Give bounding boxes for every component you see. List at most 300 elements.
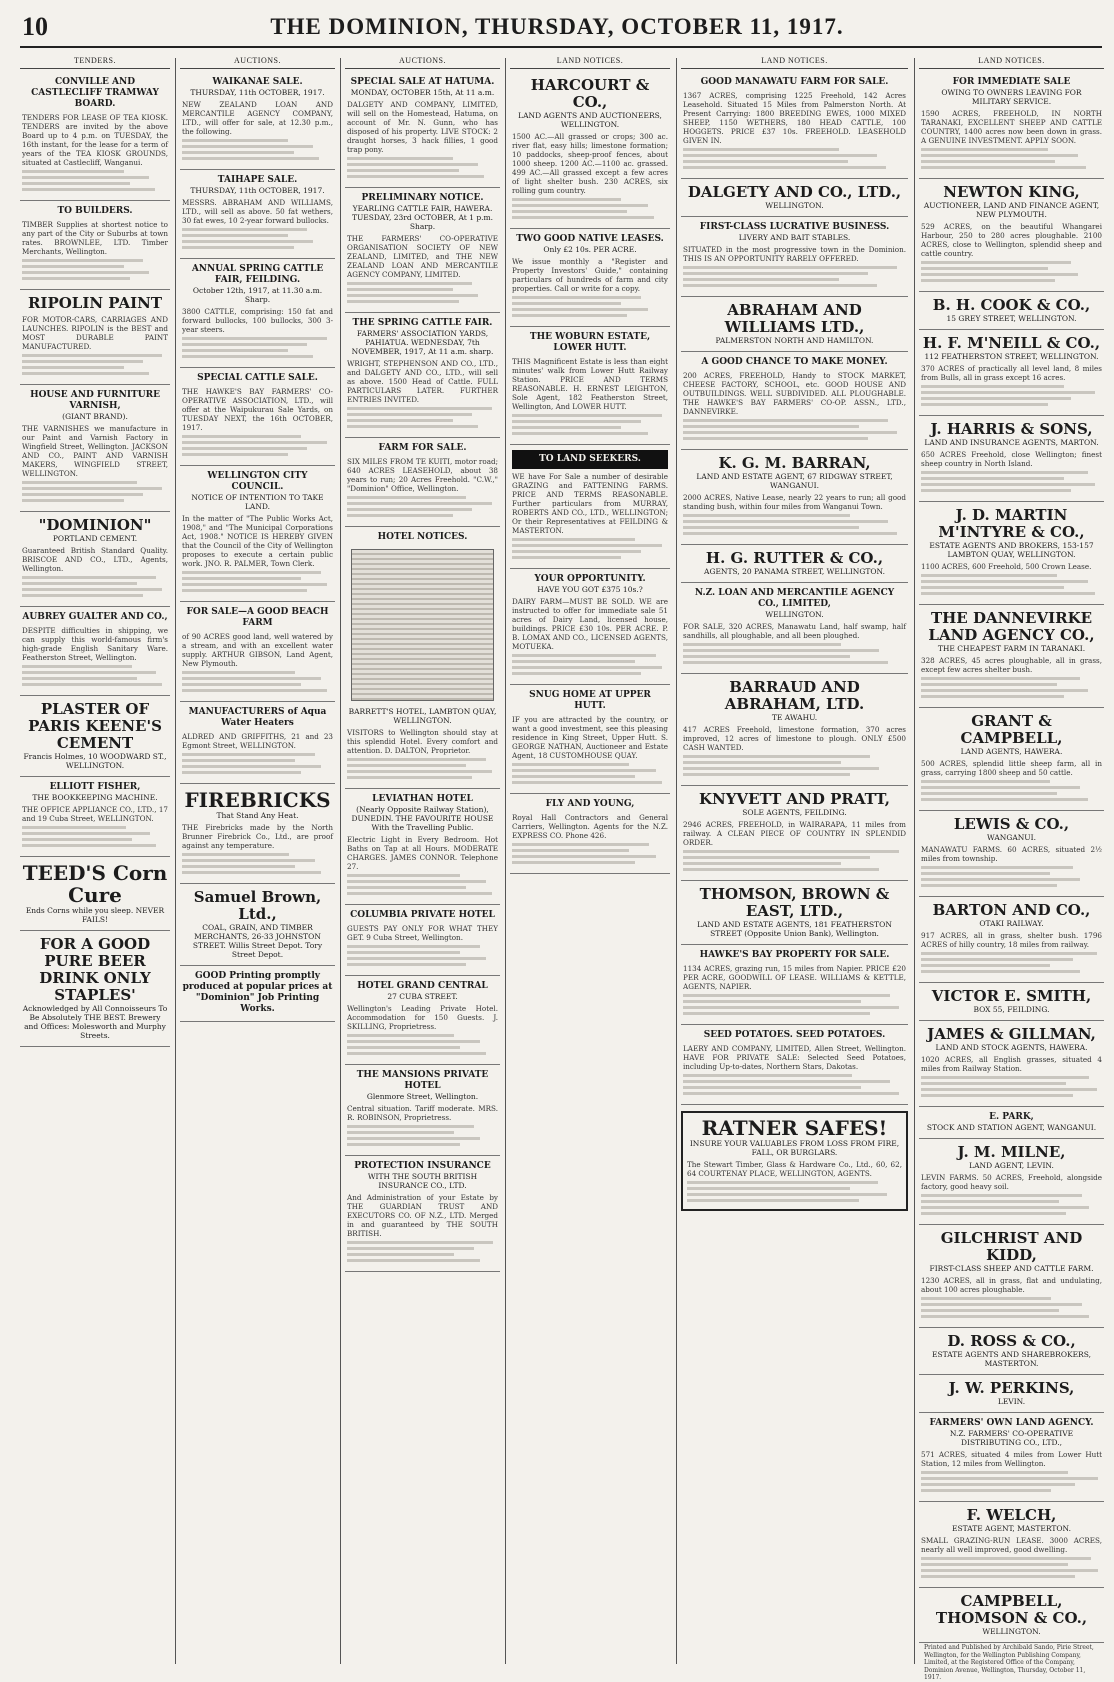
fine-print [347,874,498,895]
advertisement [345,440,500,527]
ad-subheading: WELLINGTON. [765,610,824,619]
ad-heading: K. G. M. BARRAN, [718,454,871,472]
advertisement [345,1158,500,1272]
ad-subheading: LAND AND INSURANCE AGENTS, MARTON. [924,438,1099,447]
ad-body: 650 ACRES Freehold, close Wellington; finest sheep country in North Island. [921,450,1102,468]
fine-print [22,576,168,597]
ad-heading: B. H. COOK & CO., [932,296,1091,314]
ad-heading: TEED'S Corn Cure [22,861,168,907]
column-heading: LAND NOTICES. [919,56,1104,69]
advertisement [919,1330,1104,1375]
fine-print [347,945,498,966]
ad-heading: HOTEL NOTICES. [377,532,468,542]
ad-heading: GILCHRIST AND KIDD, [940,1229,1083,1264]
advertisement [919,181,1104,292]
ad-heading: CONVILLE AND CASTLECLIFF TRAMWAY BOARD. [31,77,159,109]
advertisement [20,292,170,385]
ad-heading: GOOD Printing promptly produced at popular prices at "Dominion" Job Printing Works. [182,971,333,1014]
advertisement [919,1141,1104,1225]
ad-subheading: WELLINGTON. [982,1627,1041,1636]
advertisement [180,704,335,784]
advertisement [919,899,1104,983]
ad-body: 1367 ACRES, comprising 1225 Freehold, 142 Acres Leasehold. Situated 15 Miles from Palmerston North. At Present Carrying: 1800 BREEDING EWES, 1000 MIXED SHEEP, 1150 WETHERS, 180 HEAD CATTLE, 100 HOGGETS. PRICE £37 10s. FREEHOLD. LEASEHOLD GIVEN IN. [683,91,906,145]
ad-heading: FLY AND YOUNG, [545,799,635,809]
ad-heading: KNYVETT AND PRATT, [698,790,891,808]
advertisement [919,813,1104,897]
ad-body: 370 ACRES of practically all level land, 8 miles from Bulls, all in grass except 16 acres. [921,364,1102,382]
ad-heading: HOTEL GRAND CENTRAL [357,981,488,991]
fine-print [347,1034,498,1055]
ad-subheading: 112 FEATHERSTON STREET, WELLINGTON. [924,352,1099,361]
ad-subheading: PALMERSTON NORTH AND HAMILTON. [715,336,874,345]
ad-subheading: ESTATE AGENTS AND SHAREBROKERS, MASTERTON. [932,1350,1091,1368]
ad-heading: THE SPRING CATTLE FAIR. [352,318,493,328]
ad-heading: SEED POTATOES. SEED POTATOES. [703,1030,886,1040]
ad-body: THE HAWKE'S BAY FARMERS' CO-OPERATIVE ASSOCIATION, LTD., will offer at the Waipukurau Sale Yards, on TUESDAY NEXT, the 16th OCTOBER, 1917. [182,387,333,432]
ad-heading: VICTOR E. SMITH, [931,987,1092,1005]
ad-subheading: LAND AGENTS AND AUCTIONEERS, WELLINGTON. [518,111,662,129]
fine-print [683,755,906,776]
ad-body: FOR SALE, 320 ACRES, Manawatu Land, half swamp, half sandhills, all ploughable, and all been ploughed. [683,622,906,640]
ad-body: FOR MOTOR-CARS, CARRIAGES AND LAUNCHES. RIPOLIN is the BEST and MOST DURABLE PAINT MANUFACTURED. [22,315,168,351]
ad-heading: ELLIOTT FISHER, [49,782,141,792]
advertisement [510,796,670,874]
advertisement [345,791,500,905]
column-heading: AUCTIONS. [180,56,335,69]
fine-print [921,1297,1102,1318]
ad-subheading: FIRST-CLASS SHEEP AND CATTLE FARM. [929,1264,1094,1273]
ad-heading: HOUSE AND FURNITURE VARNISH, [30,390,160,411]
hotel-illustration [351,549,494,701]
fine-print [347,1125,498,1146]
advertisement [20,698,170,777]
ad-heading: GRANT & CAMPBELL, [960,712,1063,747]
ad-body: IF you are attracted by the country, or want a good investment, see this pleasing residence in King Street, Upper Hutt. S. GEORGE NATHAN, Auctioneer and Estate Agent, 18 CUSTOMHOUSE QUAY. [512,715,668,760]
ad-heading: J. HARRIS & SONS, [930,420,1093,438]
column-auctions-2 [345,56,500,1666]
fine-print [182,753,333,774]
ad-heading: RIPOLIN PAINT [27,294,163,312]
ad-heading: ABRAHAM AND WILLIAMS LTD., [724,301,865,336]
fine-print [347,407,498,428]
ad-body: THE OFFICE APPLIANCE CO., LTD., 17 and 19 Cuba Street, WELLINGTON. [22,805,168,823]
advertisement [180,74,335,170]
ad-subheading: AUCTIONEER, LAND AND FINANCE AGENT, NEW PLYMOUTH. [923,201,1100,219]
advertisement [20,387,170,512]
fine-print [182,671,333,692]
ad-heading: GOOD MANAWATU FARM FOR SALE. [700,77,889,87]
ad-subheading: October 12th, 1917, at 11.30 a.m. Sharp. [192,286,323,304]
fine-print [512,654,668,675]
advertisement [345,1067,500,1156]
advertisement [919,1023,1104,1107]
ad-heading: FIRST-CLASS LUCRATIVE BUSINESS. [699,222,890,232]
ad-body: WRIGHT, STEPHENSON AND CO., LTD., and DALGETY AND CO., LTD., will sell as above. 1500 Head of Cattle. FULL PARTICULARS LATER. FURTHER ENTRIES INVITED. [347,359,498,404]
ad-heading: FOR A GOOD PURE BEER DRINK ONLY STAPLES' [39,935,151,1004]
advertisement [681,181,908,217]
ad-body: THE VARNISHES we manufacture in our Paint and Varnish Factory in Wingfield Street, Wellington. JACKSON AND CO., PAINT AND VARNISH MAKERS, WINGFIELD STREET, WELLINGTON. [22,424,168,478]
advertisement [180,172,335,259]
ad-subheading: YEARLING CATTLE FAIR, HAWERA. TUESDAY, 23rd OCTOBER, At 1 p.m. Sharp. [351,204,494,231]
ad-body: 2000 ACRES, Native Lease, nearly 22 years to run; all good standing bush, within four miles from Wanganui Town. [683,493,906,511]
ad-body: 917 ACRES, all in grass, shelter bush. 1796 ACRES of hilly country, 18 miles from railway. [921,931,1102,949]
ad-body: 571 ACRES, situated 4 miles from Lower Hutt Station, 12 miles from Wellington. [921,1450,1102,1468]
advertisement [180,968,335,1022]
advertisement [919,710,1104,811]
ad-heading: SNUG HOME AT UPPER HUTT. [529,690,651,711]
ad-subheading: INSURE YOUR VALUABLES FROM LOSS FROM FIRE, FALL, OR BURGLARS. [689,1139,900,1157]
fine-print [182,571,333,592]
ad-subheading: THURSDAY, 11th OCTOBER, 1917. [190,186,325,195]
fine-print [683,1074,906,1095]
ad-body: And Administration of your Estate by THE GUARDIAN TRUST AND EXECUTORS CO. OF N.Z., LTD. Merged in and guaranteed by THE SOUTH BRITISH. [347,1193,498,1238]
column-heading: LAND NOTICES. [681,56,908,69]
fine-print [22,170,168,191]
ad-subheading: HAVE YOU GOT £375 10s.? [537,585,643,594]
ad-subheading: LAND AGENT, LEVIN. [969,1161,1054,1170]
fine-print [22,665,168,686]
ad-heading: FIREBRICKS [184,788,331,812]
ad-subheading: ESTATE AGENTS AND BROKERS, 153-157 LAMBTON QUAY, WELLINGTON. [929,541,1094,559]
advertisement [681,547,908,583]
column-heading: LAND NOTICES. [510,56,670,69]
ad-heading: J. M. MILNE, [957,1143,1066,1161]
advertisement [681,1027,908,1105]
ad-body: THE Firebricks made by the North Brunner Firebrick Co., Ltd., are proof against any temperature. [182,823,333,850]
ad-subheading: LAND AGENTS, HAWERA. [960,747,1063,756]
advertisement [510,74,670,229]
advertisement [20,514,170,607]
ad-subheading: ESTATE AGENT, MASTERTON. [951,1524,1072,1533]
ad-heading: D. ROSS & CO., [947,1332,1076,1350]
fine-print [921,385,1102,406]
ad-subheading: MONDAY, OCTOBER 15th, At 11 a.m. [350,88,495,97]
ad-body: SIX MILES FROM TE KUITI, motor road; 640 ACRES LEASEHOLD, about 38 years to run; 20 Acres Freehold. "C.W.," "Dominion" Office, Wellington. [347,457,498,493]
advertisement [919,985,1104,1021]
ad-body: TIMBER Supplies at shortest notice to any part of the City or Suburbs at town rates. BROWNLEE, LTD. Timber Merchants, Wellington. [22,220,168,256]
fine-print [347,758,498,779]
ad-heading: FOR SALE—A GOOD BEACH FARM [186,607,329,628]
advertisement [919,294,1104,330]
ad-heading: COLUMBIA PRIVATE HOTEL [350,910,495,920]
ad-heading: AUBREY GUALTER AND CO., [22,612,168,622]
fine-print [512,763,668,784]
ad-heading: CAMPBELL, THOMSON & CO., [935,1592,1088,1627]
ad-subheading: BARRETT'S HOTEL, LAMBTON QUAY, WELLINGTON. [348,707,497,725]
advertisement [919,1590,1104,1643]
ad-body: The Stewart Timber, Glass & Hardware Co., Ltd., 60, 62, 64 COURTENAY PLACE, WELLINGTON, AGENTS. [687,1160,902,1178]
ad-body: 1500 AC.—All grassed or crops; 300 ac. river flat, easy hills; limestone formation; 10 paddocks, sheep-proof fences, about 1000 sheep. 1200 AC.—1100 ac. grassed. 499 AC.—All grassed except a few acres of light shelter bush. 230 ACRES, six rolling gum country. [512,132,668,195]
advertisement [20,203,170,290]
advertisement [681,585,908,674]
fine-print [182,337,333,358]
advertisement [20,933,170,1047]
ad-heading: THE DANNEVIRKE LAND AGENCY CO., [928,609,1095,644]
ad-subheading: COAL, GRAIN, AND TIMBER MERCHANTS, 26-33 JOHNSTON STREET. Willis Street Depot. Tory Street Depot. [192,923,323,959]
ad-heading: TAIHAPE SALE. [217,175,298,185]
fine-print [921,1471,1102,1492]
ad-body: 417 ACRES Freehold, limestone formation, 370 acres improved, 12 acres of limestone to plough. ONLY £500 CASH WANTED. [683,725,906,752]
advertisement [919,332,1104,416]
ad-body: 2946 ACRES, FREEHOLD, in WAIRARAPA, 11 miles from railway. A CLEAN PIECE OF COUNTRY IN SPLENDID ORDER. [683,820,906,847]
advertisement [919,1377,1104,1413]
advertisement [681,676,908,786]
ad-body: Central situation. Tariff moderate. MRS. R. ROBINSON, Proprietress. [347,1104,498,1122]
ad-body: Guaranteed British Standard Quality. BRISCOE AND CO., LTD., Agents, Wellington. [22,546,168,573]
fine-print [182,435,333,456]
ad-subheading: Ends Corns while you sleep. NEVER FAILS! [25,906,165,924]
ad-heading: FOR IMMEDIATE SALE [952,77,1071,87]
fine-print [921,952,1102,973]
ad-subheading: WANGANUI. [987,833,1036,842]
ad-subheading: WELLINGTON. [765,201,824,210]
column-auctions-1 [180,56,335,1666]
ad-body: MANAWATU FARMS. 60 ACRES, situated 2½ miles from township. [921,845,1102,863]
ad-subheading: Glenmore Street, Wellington. [366,1092,479,1101]
ad-heading: J. W. PERKINS, [948,1379,1075,1397]
ad-heading: NEWTON KING, [943,183,1080,201]
advertisement [345,315,500,438]
advertisement [345,529,500,789]
fine-print [921,1194,1102,1215]
ad-heading: THE WOBURN ESTATE, LOWER HUTT. [529,332,651,353]
ad-heading: BARTON AND CO., [932,901,1091,919]
fine-print [182,139,333,160]
ad-heading: SPECIAL SALE AT HATUMA. [350,77,495,87]
ad-subheading: SOLE AGENTS, FEILDING. [742,808,847,817]
fine-print [921,780,1102,801]
ad-body: 1100 ACRES, 600 Freehold, 500 Crown Lease. [921,562,1092,571]
advertisement [510,329,670,445]
advertisement [20,609,170,696]
ad-heading: H. G. RUTTER & CO., [705,549,884,567]
column-divider [340,58,341,1664]
advertisement [681,883,908,945]
advertisement [919,607,1104,708]
ad-subheading: 15 GREY STREET, WELLINGTON. [946,314,1077,323]
ad-heading: F. WELCH, [966,1506,1057,1524]
advertisement [510,231,670,327]
ad-heading: PLASTER OF PARIS KEENE'S CEMENT [28,700,162,752]
fine-print [512,843,668,864]
advertisement [180,886,335,966]
ad-heading: "DOMINION" [38,516,152,534]
ad-body: In the matter of "The Public Works Act, 1908," and "The Municipal Corporations Act, 1908." NOTICE IS HEREBY GIVEN that the Council of the City of Wellington proposes to execute a certain public work. JNO. R. PALMER, Town Clerk. [182,514,333,568]
ad-body: Electric Light in Every Bedroom. Hot Baths on Tap at all Hours. MODERATE CHARGES. JAMES CONNOR. Telephone 27. [347,835,498,871]
ad-body: DAIRY FARM—MUST BE SOLD. WE are instructed to offer for immediate sale 51 acres of Dairy Land, licensed house, buildings. PRICE £30 10s. PER ACRE. P. B. LOMAX AND CO., LICENSED AGENTS, MOTUEKA. [512,597,668,651]
fine-print [921,148,1102,169]
ad-heading: J. D. MARTIN M'INTYRE & CO., [938,506,1085,541]
ad-subheading: STOCK AND STATION AGENT, WANGANUI. [926,1123,1097,1132]
advertisement [681,74,908,179]
column-land-3 [919,56,1104,1636]
ad-subheading: N.Z. FARMERS' CO-OPERATIVE DISTRIBUTING CO., LTD., [949,1429,1074,1447]
fine-print [683,419,906,440]
ad-body: ALDRED AND GRIFFITHS, 21 and 23 Egmont Street, WELLINGTON. [182,732,333,750]
fine-print [683,514,906,535]
advertisement [919,74,1104,179]
ad-body: SMALL GRAZING-RUN LEASE. 3000 ACRES, nearly all well improved, good dwelling. [921,1536,1102,1554]
ad-heading: BARRAUD AND ABRAHAM, LTD. [724,678,865,713]
fine-print [347,1241,498,1262]
ad-subheading: OTAKI RAILWAY. [979,919,1044,928]
ad-subheading: WITH THE SOUTH BRITISH INSURANCE CO., LTD. [367,1172,478,1190]
fine-print [347,496,498,517]
ad-subheading: FARMERS' ASSOCIATION YARDS, PAHIATUA. WEDNESDAY, 7th NOVEMBER, 1917, At 11 a.m. sharp. [351,329,494,356]
advertisement [919,504,1104,605]
ad-body: 1020 ACRES, all English grasses, situated 4 miles from Railway Station. [921,1055,1102,1073]
ad-body: SITUATED in the most progressive town in the Dominion. THIS IS AN OPPORTUNITY RARELY OFFERED. [683,245,906,263]
ad-heading: N.Z. LOAN AND MERCANTILE AGENCY CO., LIMITED, [694,588,895,609]
ad-subheading: Only £2 10s. PER ACRE. [543,245,637,254]
fine-print [22,354,168,375]
ad-body: 1134 ACRES, grazing run, 15 miles from Napier. PRICE £20 PER ACRE, GOODWILL OF LEASE. WILLIAMS & KETTLE, AGENTS, NAPIER. [683,964,906,991]
advertisement [919,1109,1104,1139]
ad-subheading: LAND AND ESTATE AGENT, 67 RIDGWAY STREET, WANGANUI. [696,472,893,490]
ad-subheading: AGENTS, 20 PANAMA STREET, WELLINGTON. [704,567,885,576]
fine-print [512,296,668,317]
advertisement [180,261,335,368]
ad-body: VISITORS to Wellington should stay at this splendid Hotel. Every comfort and attention. D. DALTON, Proprietor. [347,728,498,755]
fine-print [182,228,333,249]
ad-subheading: TE AWAHU. [771,713,818,722]
fine-print [683,850,906,871]
ad-heading: TO BUILDERS. [57,206,133,216]
advertisement [345,190,500,313]
ad-body: 3800 CATTLE, comprising: 150 fat and forward bullocks, 100 bullocks, 300 3-year steers. [182,307,333,334]
ad-body: 529 ACRES, on the beautiful Whangarei Harbour, 250 to 280 acres ploughable. 2100 ACRES, close to Wellington, splendid sheep and cattle country. [921,222,1102,258]
ad-subheading: LAND AND ESTATE AGENTS, 181 FEATHERSTON STREET (Opposite Union Bank), Wellington. [697,920,892,938]
advertisement [681,354,908,450]
advertisement [681,1111,908,1211]
ad-subheading: (GIANT BRAND). [62,412,128,421]
ad-heading: SPECIAL CATTLE SALE. [197,373,318,383]
ad-subheading: BOX 55, FEILDING. [973,1005,1050,1014]
fine-print [683,148,906,169]
ad-body: THIS Magnificent Estate is less than eight minutes' walk from Lower Hutt Railway Station. PRICE AND TERMS REASONABLE. H. ERNEST LEIGHTON, Sole Agent, 182 Featherston Street, Wellington, And LOWER HUTT. [512,357,668,411]
fine-print [921,1557,1102,1578]
page-title: THE DOMINION, THURSDAY, OCTOBER 11, 1917. [270,14,844,39]
advertisement [180,370,335,466]
fine-print [347,282,498,303]
column-heading: TENDERS. [20,56,170,69]
column-land-1 [510,56,670,1666]
advertisement [681,788,908,881]
ad-subheading: LEVIN. [997,1397,1026,1406]
ad-heading: A GOOD CHANCE TO MAKE MONEY. [701,357,888,367]
ad-heading: PROTECTION INSURANCE [354,1161,491,1171]
ad-heading: HAWKE'S BAY PROPERTY FOR SALE. [699,950,890,960]
ad-subheading: NOTICE OF INTENTION TO TAKE LAND. [191,493,324,511]
ad-body: Wellington's Leading Private Hotel. Accommodation for 150 Guests. J. SKILLING, Proprietress. [347,1004,498,1031]
masthead [0,0,1114,52]
ad-body: 200 ACRES, FREEHOLD, Handy to STOCK MARKET, CHEESE FACTORY, SCHOOL, etc. GOOD HOUSE AND OUTBUILDINGS. WELL SUBDIVIDED. ALL PLOUGHABLE. THE HAWKE'S BAY FARMERS' CO-OP. ASSN., LTD., DANNEVIRKE. [683,371,906,416]
ad-heading: THOMSON, BROWN & EAST, LTD., [699,885,890,920]
advertisement [345,74,500,188]
fine-print [182,853,333,874]
ad-body: 1590 ACRES, FREEHOLD, IN NORTH TARANAKI, EXCELLENT SHEEP AND CATTLE COUNTRY, 1400 acres now been down in grass. A GENUINE INVESTMENT. APPLY SOON. [921,109,1102,145]
ad-heading: TWO GOOD NATIVE LEASES. [516,234,664,244]
publisher-imprint: Printed and Published by Archibald Sando, Pirie Street, Wellington, for the Wellington Publishing Company, Limited, at the Registered Office of the Company, Dominion Avenue, Wellington, Thursday, October 11, 1917. [924,1644,1094,1681]
advertisement [20,779,170,857]
ad-heading: E. PARK, [989,1112,1034,1122]
ad-body: 500 ACRES, splendid little sheep farm, all in grass, carrying 1800 sheep and 50 cattle. [921,759,1102,777]
advertisement [510,447,670,569]
ad-heading: THE MANSIONS PRIVATE HOTEL [356,1070,489,1091]
fine-print [683,266,906,287]
fine-print [921,677,1102,698]
ad-subheading: OWING TO OWNERS LEAVING FOR MILITARY SERVICE. [941,88,1082,106]
advertisement [345,978,500,1065]
ad-body: We issue monthly a "Register and Property Investors' Guide," containing particulars of hundreds of farm and city properties. Call or write for a copy. [512,257,668,293]
ad-heading: MANUFACTURERS of Aqua Water Heaters [188,707,327,728]
ad-subheading: Francis Holmes, 10 WOODWARD ST., WELLINGTON. [23,752,167,770]
ad-heading: H. F. M'NEILL & CO., [922,334,1101,352]
advertisement [180,786,335,884]
fine-print [921,471,1102,492]
ad-body: WE have For Sale a number of desirable GRAZING and FATTENING FARMS. PRICE AND TERMS REASONABLE. Further particulars from MURRAY, ROBERTS AND CO., LTD., WELLINGTON; Or their Representatives at FEILDING & MASTERTON. [512,472,668,535]
column-heading: AUCTIONS. [345,56,500,69]
page-number: 10 [22,12,48,41]
column-land-2 [681,56,908,1666]
ad-heading: YOUR OPPORTUNITY. [534,574,646,584]
ad-body: THE FARMERS' CO-OPERATIVE ORGANISATION SOCIETY OF NEW ZEALAND, LIMITED, and THE NEW ZEALAND LOAN AND MERCANTILE AGENCY COMPANY, LIMITED. [347,234,498,279]
column-divider [676,58,677,1664]
ad-heading: WAIKANAE SALE. [212,77,303,87]
advertisement [919,1227,1104,1328]
ad-heading: LEWIS & CO., [953,815,1070,833]
fine-print [683,994,906,1015]
ad-heading: PRELIMINARY NOTICE. [361,193,484,203]
ad-heading: FARMERS' OWN LAND AGENCY. [929,1418,1094,1428]
advertisement [20,859,170,931]
ad-heading: TO LAND SEEKERS. [512,450,668,469]
column-divider [505,58,506,1664]
advertisement [510,687,670,794]
advertisement [919,418,1104,502]
fine-print [22,259,168,280]
column-tenders [20,56,170,1666]
ad-subheading: 27 CUBA STREET. [387,992,458,1001]
fine-print [22,481,168,502]
ad-subheading: LIVERY AND BAIT STABLES. [738,233,851,242]
ad-subheading: (Nearly Opposite Railway Station), DUNEDIN. THE FAVOURITE HOUSE With the Travelling Public. [351,805,494,832]
fine-print [347,157,498,178]
advertisement [681,299,908,352]
ad-subheading: Acknowledged by All Connoisseurs To Be Absolutely THE BEST. Brewery and Offices: Molesworth and Murphy Streets. [22,1004,168,1040]
ad-body: 1230 ACRES, all in grass, flat and undulating, about 100 acres ploughable. [921,1276,1102,1294]
fine-print [921,866,1102,887]
ad-body: 328 ACRES, 45 acres ploughable, all in grass, except few acres shelter bush. [921,656,1102,674]
fine-print [683,643,906,664]
ad-subheading: THURSDAY, 11th OCTOBER, 1917. [190,88,325,97]
ad-heading: RATNER SAFES! [701,1116,888,1140]
ad-heading: FARM FOR SALE. [378,443,467,453]
fine-print [512,538,668,559]
advertisement [681,947,908,1025]
ad-subheading: That Stand Any Heat. [216,811,299,820]
ad-subheading: LAND AND STOCK AGENTS, HAWERA. [935,1043,1088,1052]
ad-heading: JAMES & GILLMAN, [927,1025,1096,1043]
advertisement [180,604,335,702]
ad-heading: LEVIATHAN HOTEL [372,794,473,804]
ad-heading: HARCOURT & CO., [530,76,650,111]
fine-print [512,198,668,219]
fine-print [512,414,668,435]
ad-body: Royal Hall Contractors and General Carriers, Wellington. Agents for the N.Z. EXPRESS CO. Phone 426. [512,813,668,840]
column-divider [175,58,176,1664]
ad-heading: ANNUAL SPRING CATTLE FAIR, FEILDING. [191,264,324,285]
